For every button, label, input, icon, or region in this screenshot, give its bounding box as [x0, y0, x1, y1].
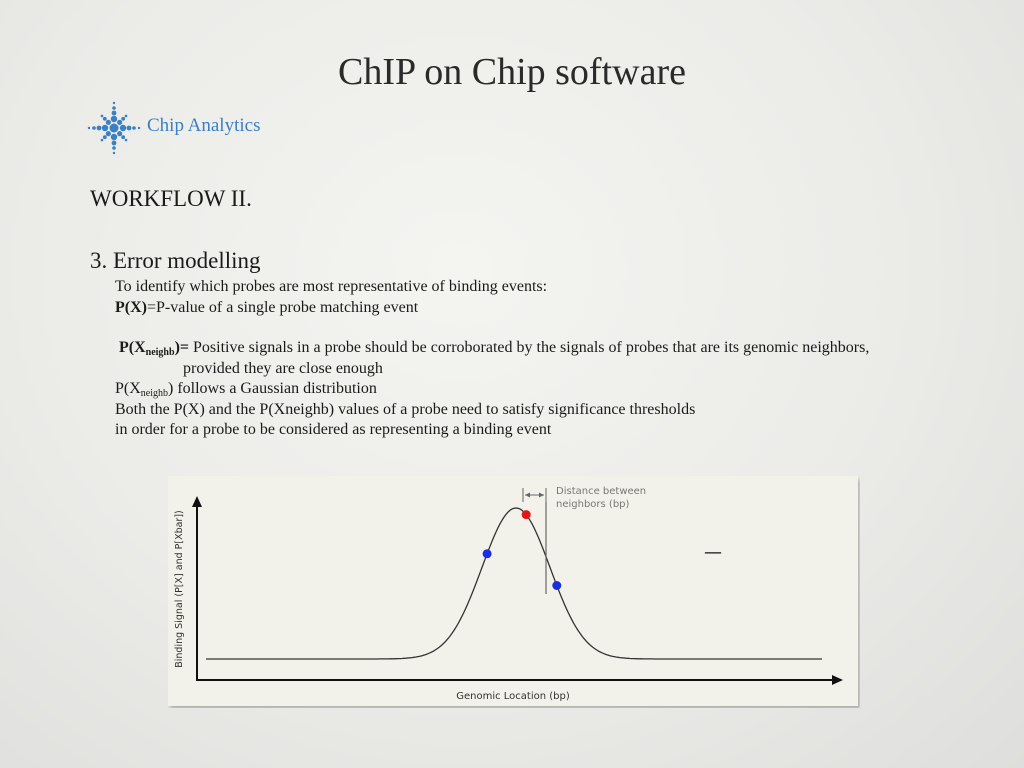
threshold-line-2: in order for a probe to be considered as representing a binding event	[115, 421, 552, 438]
pxn-label: $P(X_{neighb})=$	[119, 339, 190, 358]
body-text	[115, 277, 995, 441]
threshold-line-1: Both the P(X) and the P(Xneighb) values of a probe need to satisfy significance thresholds	[115, 400, 696, 418]
pxn-line-2: provided they are close enough	[183, 359, 383, 377]
pxn-text: Positive signals in a probe should be corroborated by the signals of probes that are its genomic neighbors,	[189, 339, 870, 356]
step-heading: 3. Error modelling	[90, 248, 261, 273]
dash-mark: —	[704, 542, 722, 563]
gaussian-line: $P(X_{neighb})$ follows a Gaussian distribution	[115, 380, 377, 399]
slide-title: ChIP on Chip software	[338, 51, 686, 93]
px-label: P(X)	[115, 298, 147, 316]
probe-point-center-probe	[522, 510, 531, 519]
intro-line: To identify which probes are most representative of binding events:	[115, 278, 548, 295]
distance-annotation-2: neighbors (bp)	[556, 499, 630, 510]
workflow-heading: WORKFLOW II.	[90, 186, 252, 211]
probe-point-right-neighbor	[552, 581, 561, 590]
binding-signal-chart	[168, 476, 860, 708]
chart-panel	[168, 476, 858, 706]
x-axis-label: Genomic Location (bp)	[456, 691, 570, 702]
px-text: =P-value of a single probe matching event	[146, 298, 419, 316]
distance-annotation-1: Distance between	[556, 486, 647, 497]
pxn-line	[115, 338, 995, 359]
logo-text: Chip Analytics	[147, 115, 261, 136]
agilent-spark-icon	[86, 100, 142, 156]
probe-point-left-neighbor	[483, 549, 492, 558]
y-axis-label: Binding Signal (P[X] and P[Xbar])	[174, 510, 185, 668]
px-line	[115, 298, 995, 319]
